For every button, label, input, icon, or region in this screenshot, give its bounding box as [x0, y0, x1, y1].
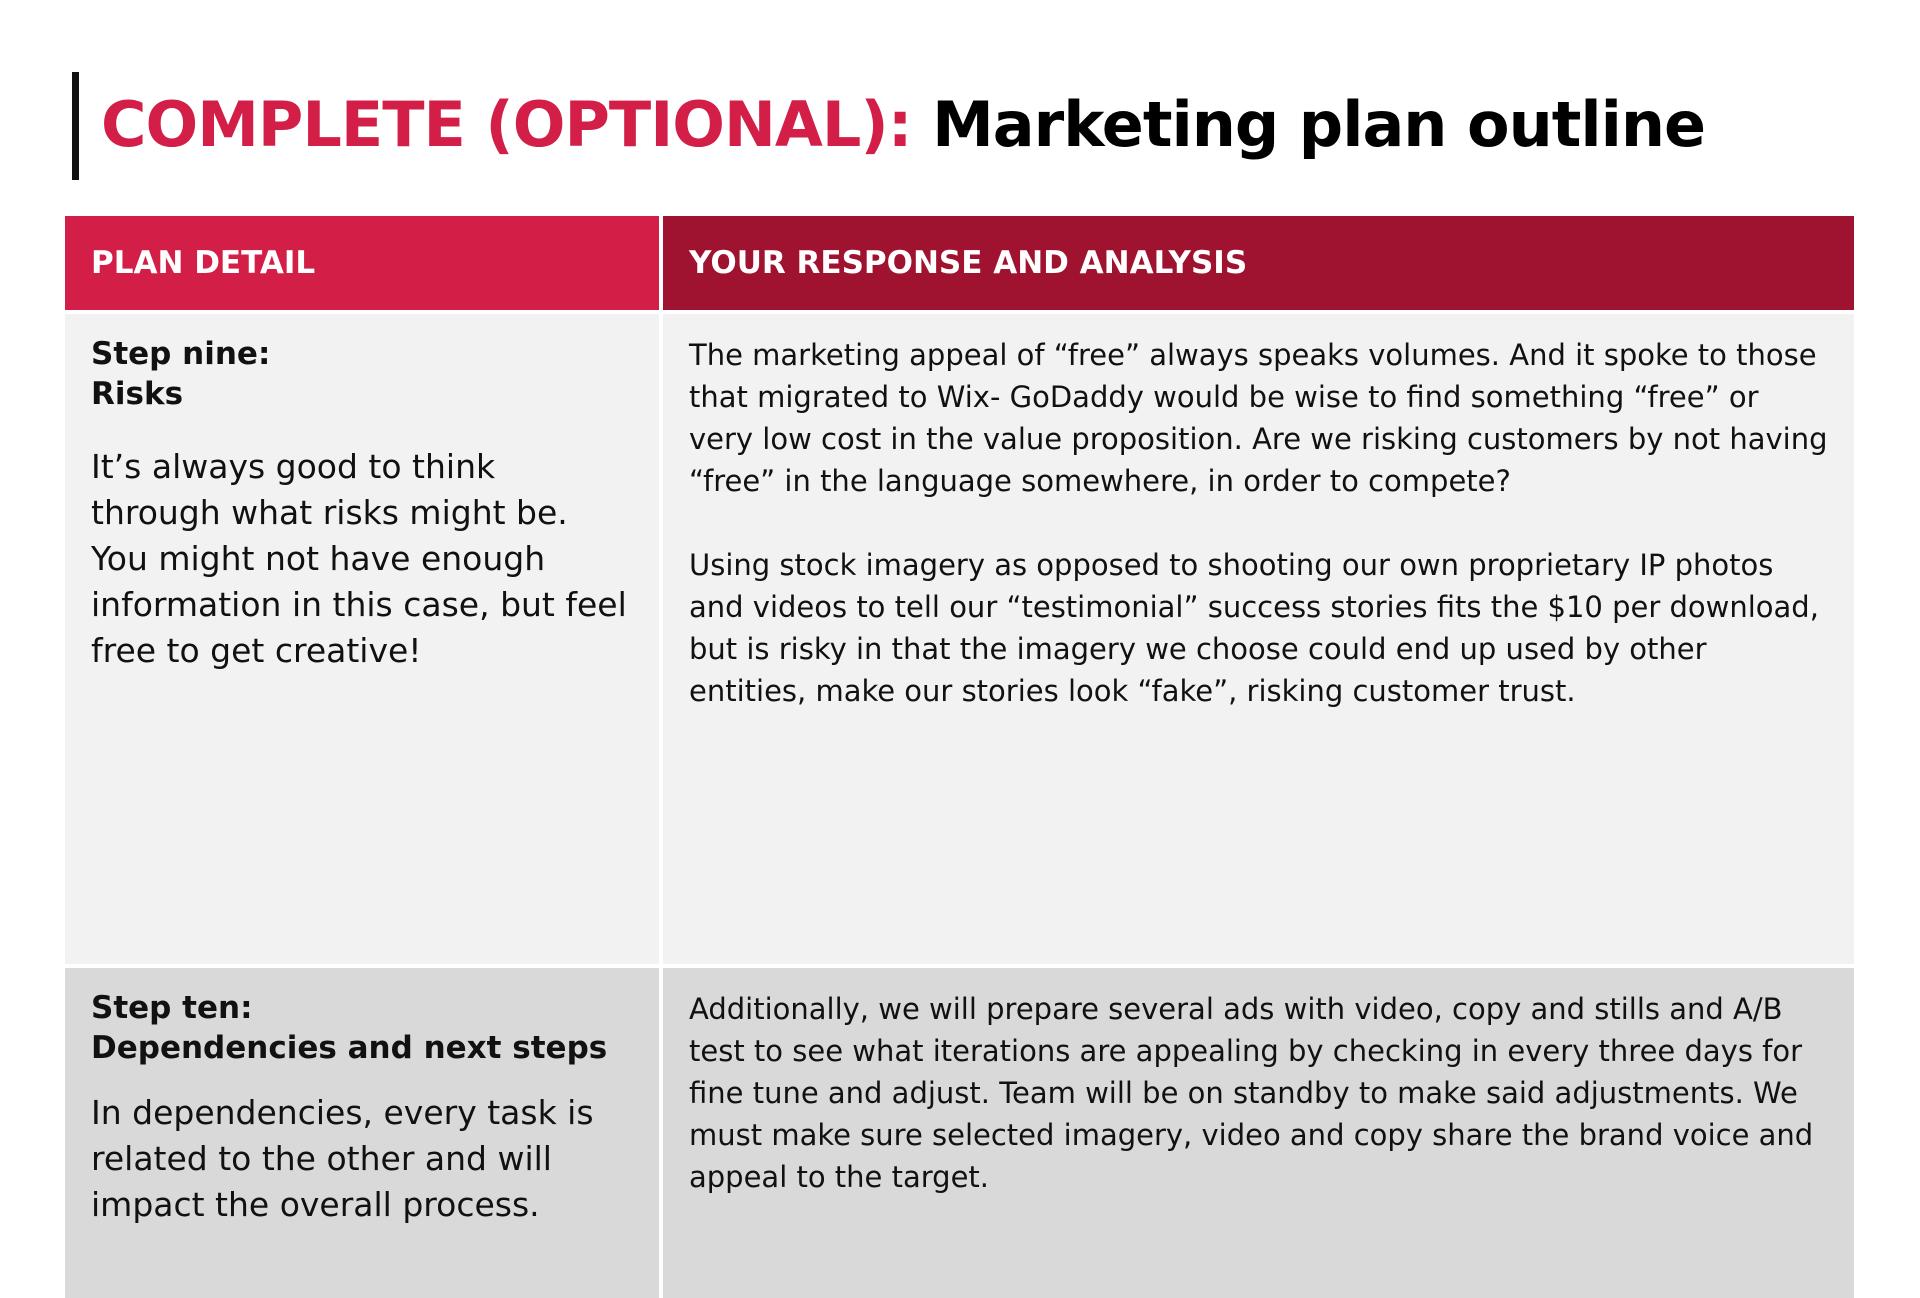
response-paragraph: The marketing appeal of “free” always speaks volumes. And it spoke to those that migrated to Wix- GoDaddy would be wise to find something “free” or very low cost in the value proposition. Are we risking customers by not having “free” in the language somewhere, in order to compete?	[689, 338, 1828, 498]
step-name: Dependencies and next steps	[91, 1030, 608, 1066]
step-name: Risks	[91, 376, 184, 412]
plan-detail-cell-step-ten	[65, 968, 659, 1298]
response-cell-step-ten	[663, 968, 1854, 1298]
plan-table	[65, 216, 1854, 1224]
header-response-analysis: YOUR RESPONSE AND ANALYSIS	[663, 216, 1854, 310]
plan-detail-cell-step-nine	[65, 314, 659, 964]
step-label: Step nine:	[91, 336, 271, 372]
title-accent-bar	[72, 72, 79, 180]
step-description: It’s always good to think through what risks might be. You might not have enough information in this case, but feel free to get creative!	[91, 447, 627, 670]
step-description: In dependencies, every task is related to the other and will impact the overall process.	[91, 1093, 594, 1224]
title-main-text: Marketing plan outline	[911, 88, 1706, 161]
response-cell-step-nine	[663, 314, 1854, 964]
response-paragraph: Additionally, we will prepare several ads with video, copy and stills and A/B test to see what iterations are appealing by checking in every three days for fine tune and adjust. Team will be on standby to make said adjustments. We must make sure selected imagery, video and copy share the brand voice and appeal to the target.	[689, 992, 1814, 1194]
step-label: Step ten:	[91, 990, 253, 1026]
title-accent-text: COMPLETE (OPTIONAL):	[101, 88, 912, 161]
response-paragraph: Using stock imagery as opposed to shooting our own proprietary IP photos and videos to tell our “testimonial” success stories fits the $10 per download, but is risky in that the imagery we choose could end up used by other entities, make our stories look “fake”, risking customer trust.	[689, 548, 1819, 708]
header-plan-detail: PLAN DETAIL	[65, 216, 659, 310]
slide-title	[101, 88, 1705, 162]
